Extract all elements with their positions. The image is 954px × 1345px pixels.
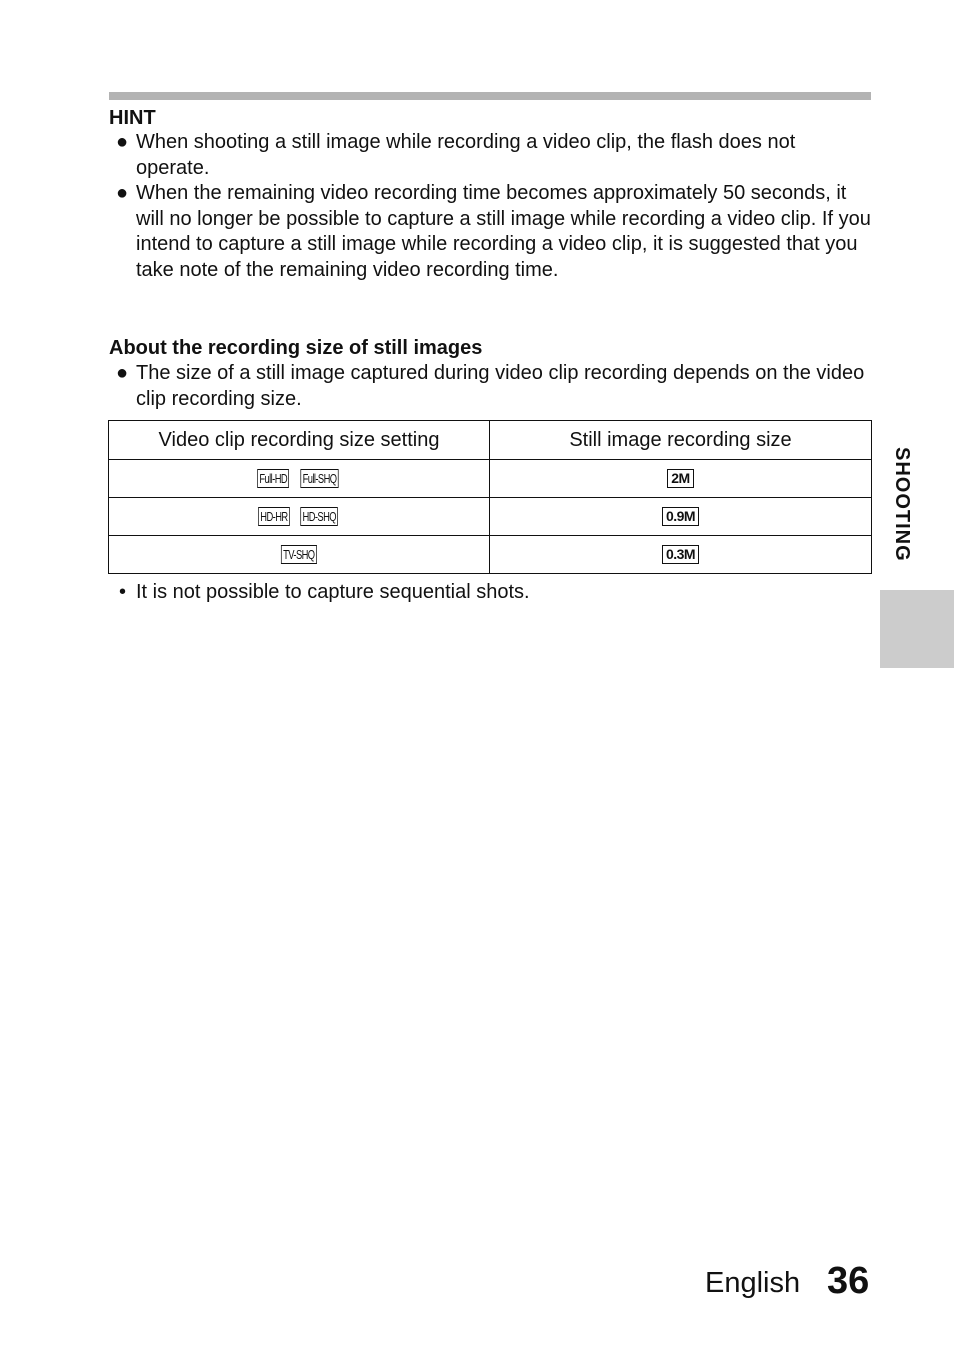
still-size-cell	[490, 536, 872, 574]
column-header-video: Video clip recording size setting	[109, 421, 490, 460]
top-rule	[109, 92, 871, 100]
recording-size-table	[108, 420, 872, 574]
still-0-9m-icon: 0.9M	[662, 507, 699, 526]
video-size-cell	[109, 536, 490, 574]
list-item	[109, 361, 871, 412]
section-side-label: SHOOTING	[891, 447, 913, 562]
hint-list	[109, 130, 871, 284]
list-item	[109, 181, 871, 283]
full-hd-icon: Full-HD	[258, 469, 290, 488]
video-size-cell	[109, 460, 490, 498]
full-shq-icon: Full-SHQ	[301, 469, 339, 488]
footer-language: English	[705, 1267, 801, 1299]
bullet-icon: ●	[116, 362, 129, 384]
section-side-tab	[880, 590, 954, 668]
list-item-text: When shooting a still image while recording a video clip, the flash does not operate.	[136, 131, 796, 179]
table-header-row	[109, 421, 872, 460]
tv-shq-icon: TV-SHQ	[281, 545, 317, 564]
recording-size-list	[109, 361, 871, 412]
list-item-text: The size of a still image captured during video clip recording depends on the video clip recording size.	[136, 362, 865, 410]
hd-shq-icon: HD-SHQ	[301, 507, 339, 526]
still-size-cell	[490, 498, 872, 536]
hd-hr-icon: HD-HR	[258, 507, 290, 526]
page-number: 36	[827, 1260, 870, 1302]
still-0-3m-icon: 0.3M	[662, 545, 699, 564]
bullet-icon: ●	[116, 182, 129, 205]
list-item	[109, 130, 871, 181]
still-2m-icon: 2M	[667, 469, 693, 488]
table-row	[109, 536, 872, 574]
video-size-cell	[109, 498, 490, 536]
note-bullet-icon: •	[118, 581, 126, 603]
column-header-still: Still image recording size	[490, 421, 872, 460]
section-heading: About the recording size of still images	[109, 337, 483, 359]
note	[109, 579, 530, 605]
table-row	[109, 460, 872, 498]
list-item-text: When the remaining video recording time becomes approximately 50 seconds, it will no longer be possible to capture a still image while recording a video clip. If you intend to capture a still image while recording a video clip, it is suggested that you take note of the remaining video recording time.	[136, 182, 871, 281]
table-row	[109, 498, 872, 536]
bullet-icon: ●	[116, 131, 129, 153]
note-text: It is not possible to capture sequential shots.	[136, 581, 530, 603]
still-size-cell	[490, 460, 872, 498]
hint-heading: HINT	[109, 107, 156, 129]
